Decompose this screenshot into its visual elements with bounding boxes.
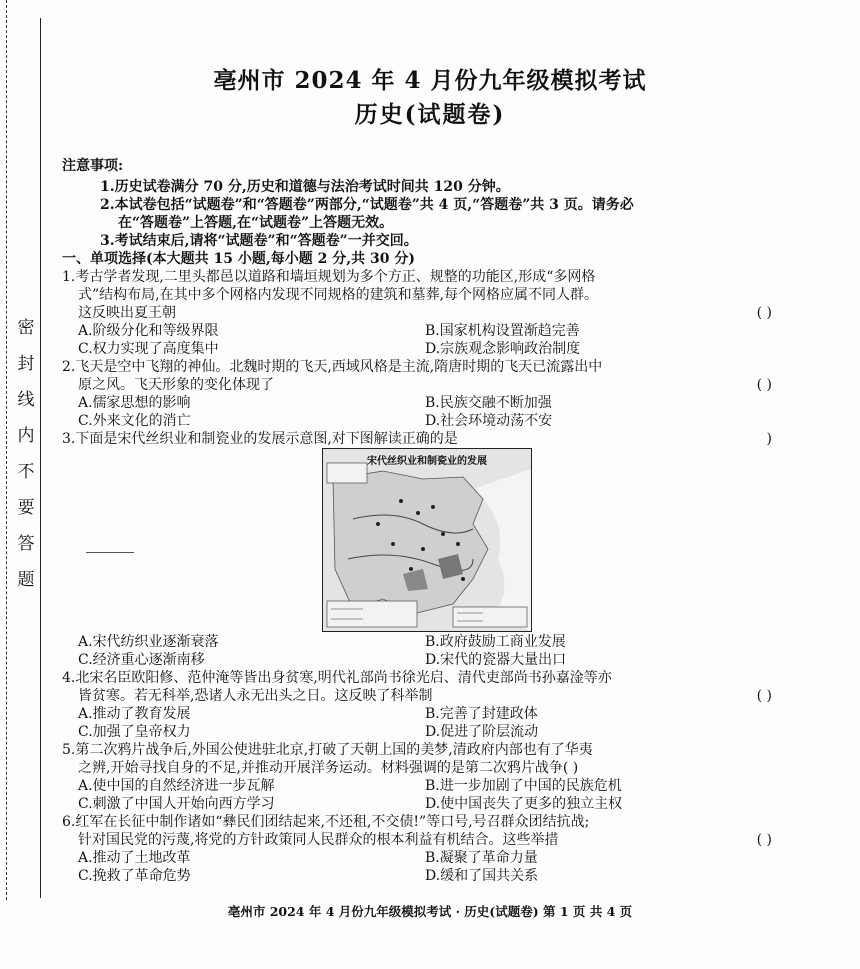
option-a: A.儒家思想的影响 [78,395,191,411]
map-caption: 宋代丝织业和制瓷业的发展 [367,456,487,467]
question-stem: 4.北宋名臣欧阳修、范仲淹等皆出身贫寒,明代礼部尚书徐光启、清代吏部尚书孙嘉淦等亦 [62,670,612,686]
seal-char: 不 [17,462,35,482]
map-image [323,449,531,631]
question-stem: 式”结构布局,在其中多个网格内发现不同规格的建筑和墓葬,每个网格应属不同人群。 [78,287,599,303]
question-stem: 5.第二次鸦片战争后,外国公使进驻北京,打破了天朝上国的美梦,清政府内部也有了华夷 [62,742,593,758]
option-c: C.外来文化的消亡 [78,413,191,429]
option-d: D.宗族观念影响政治制度 [425,341,581,357]
option-a: A.推动了教育发展 [78,706,191,722]
page-footer: 亳州市 2024 年 4 月份九年级模拟考试 · 历史(试题卷) 第 1 页 共 4 页 [227,904,633,919]
option-d: D.缓和了国共关系 [425,868,539,884]
notice-item: 2.本试卷包括“试题卷”和“答题卷”两部分,“试题卷”共 4 页,“答题卷”共 3 页。请务必 [100,197,634,213]
seal-text [12,310,40,598]
option-a: A.宋代纺织业逐渐衰落 [78,634,219,650]
option-c: C.挽救了革命危势 [78,868,191,884]
option-a: A.使中国的自然经济进一步瓦解 [78,778,275,794]
binding-line [40,18,41,898]
option-c: C.刺激了中国人开始向西方学习 [78,796,275,812]
seal-char: 答 [17,534,35,554]
notice-heading: 注意事项: [62,158,124,174]
seal-char: 内 [17,426,35,446]
option-c: C.加强了皇帝权力 [78,724,191,740]
question-stem: 6.红军在长征中制作诸如“彝民们团结起来,不还租,不交债!”等口号,号召群众团结抗战; [62,814,590,830]
page-title: 亳州市 2024 年 4 月份九年级模拟考试 [213,67,647,94]
question-stem: 皆贫寒。若无科举,恐诸人永无出头之日。这反映了科举制 [78,688,433,704]
page-subtitle: 历史(试题卷) [354,101,506,128]
option-c: C.权力实现了高度集中 [78,341,219,357]
question-stem: 这反映出夏王朝 [78,305,176,321]
answer-bracket: ( ) [756,832,772,848]
option-b: B.进一步加剧了中国的民族危机 [425,778,622,794]
option-b: B.民族交融不断加强 [425,395,552,411]
question-stem: 3.下面是宋代丝织业和制瓷业的发展示意图,对下图解读正确的是 [62,431,458,447]
question-stem: 1.考古学者发现,二里头都邑以道路和墙垣规划为多个方正、规整的功能区,形成“多网格 [62,269,596,285]
option-b: B.政府鼓励工商业发展 [425,634,566,650]
seal-char: 封 [17,354,35,374]
notice-item: 1.历史试卷满分 70 分,历史和道德与法治考试时间共 120 分钟。 [100,179,510,195]
question-stem: 原之风。飞天形象的变化体现了 [78,377,274,393]
option-d: D.宋代的瓷器大量出口 [425,652,567,668]
option-b: B.完善了封建政体 [425,706,538,722]
question-stem: 之辨,开始寻找自身的不足,并推动开展洋务运动。材料强调的是第二次鸦片战争( ) [78,760,579,776]
seal-char: 密 [17,318,35,338]
answer-bracket: ( ) [756,688,772,704]
option-c: C.经济重心逐渐南移 [78,652,205,668]
question-stem: 针对国民党的污蔑,将党的方针政策同人民群众的根本利益有机结合。这些举措 [78,832,559,848]
notice-item: 3.考试结束后,请将“试题卷”和“答题卷”一并交回。 [100,233,418,249]
notice-item: 在“答题卷”上答题,在“试题卷”上答题无效。 [118,215,394,231]
option-b: B.凝聚了革命力量 [425,850,538,866]
seal-char: 要 [17,498,35,518]
option-b: B.国家机构设置渐趋完善 [425,323,580,339]
section-heading: 一、单项选择(本大题共 15 小题,每小题 2 分,共 30 分) [62,251,415,267]
option-d: D.促进了阶层流动 [425,724,539,740]
answer-bracket: ( ) [756,305,772,321]
answer-bracket: ) [766,431,772,447]
option-d: D.使中国丧失了更多的独立主权 [425,796,623,812]
seal-char: 线 [17,390,35,410]
option-d: D.社会环境动荡不安 [425,413,553,429]
map-legend [327,601,417,627]
seal-char: 题 [17,570,35,590]
option-a: A.阶级分化和等级界限 [78,323,219,339]
cut-line [6,0,7,900]
answer-bracket: ( ) [756,377,772,393]
option-a: A.推动了土地改革 [78,850,191,866]
map-legend [453,607,527,627]
song-industry-map [322,448,532,632]
divider [86,552,134,553]
question-stem: 2.飞天是空中飞翔的神仙。北魏时期的飞天,西域风格是主流,隋唐时期的飞天已流露出中 [62,359,603,375]
